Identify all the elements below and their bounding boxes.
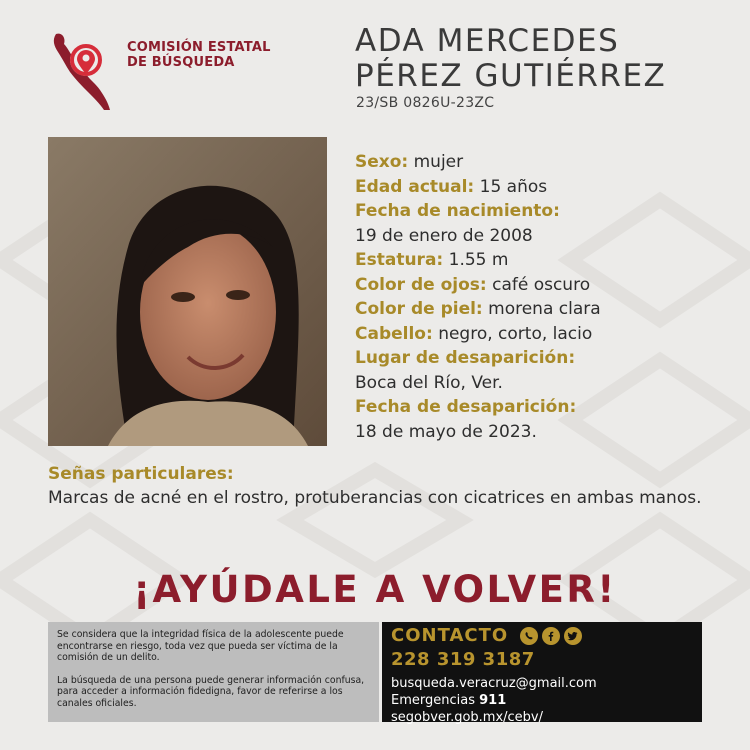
contact-phone[interactable]: 228 319 3187 <box>391 649 535 670</box>
detail-edad <box>355 175 735 200</box>
detail-label: Edad actual: <box>355 176 475 197</box>
agency-name-line2: DE BÚSQUEDA <box>127 55 235 70</box>
veracruz-location-logo <box>48 30 114 112</box>
detail-value: mujer <box>413 152 464 172</box>
case-id: 23/SB 0826U-23ZC <box>356 95 495 111</box>
detail-value: 1.55 m <box>448 250 509 270</box>
person-details <box>355 150 735 444</box>
distinguishing-marks-label: Señas particulares: <box>48 464 234 484</box>
contact-email[interactable]: busqueda.veracruz@gmail.com <box>391 676 597 691</box>
twitter-icon[interactable] <box>564 627 582 645</box>
detail-piel <box>355 297 735 322</box>
detail-label: Fecha de desaparición: <box>355 397 577 417</box>
detail-fecha-value <box>355 420 735 445</box>
detail-value: 18 de mayo de 2023. <box>355 421 537 442</box>
detail-label: Lugar de desaparición: <box>355 348 576 368</box>
detail-value: 15 años <box>479 176 548 197</box>
detail-sexo <box>355 150 735 175</box>
contact-header <box>391 624 702 647</box>
contact-title: CONTACTO <box>391 625 509 646</box>
detail-nacimiento-value <box>355 224 735 249</box>
detail-label: Fecha de nacimiento: <box>355 201 560 221</box>
detail-lugar-label <box>355 346 735 371</box>
detail-value: negro, corto, lacio <box>438 323 593 344</box>
contact-emergencias <box>391 692 702 709</box>
emergencias-number[interactable]: 911 <box>479 693 507 708</box>
emergencias-label: Emergencias <box>391 693 475 708</box>
contact-box <box>382 622 702 725</box>
facebook-icon[interactable] <box>542 627 560 645</box>
whatsapp-icon[interactable] <box>520 627 538 645</box>
distinguishing-marks-text: Marcas de acné en el rostro, protuberancias con cicatrices en ambas manos. <box>48 488 702 508</box>
detail-value: café oscuro <box>492 274 591 295</box>
name-line1: ADA MERCEDES <box>355 23 620 59</box>
detail-value: morena clara <box>488 299 601 319</box>
missing-person-name <box>355 24 666 94</box>
detail-label: Color de piel: <box>355 299 483 319</box>
name-line2: PÉREZ GUTIÉRREZ <box>355 58 667 94</box>
detail-nacimiento-label <box>355 199 735 224</box>
detail-estatura <box>355 248 735 273</box>
detail-label: Color de ojos: <box>355 274 487 295</box>
call-to-action-headline: ¡AYÚDALE A VOLVER! <box>133 568 617 611</box>
detail-cabello <box>355 322 735 347</box>
distinguishing-marks <box>48 462 728 510</box>
disclaimer-box <box>48 622 379 722</box>
detail-value: Boca del Río, Ver. <box>355 372 503 393</box>
detail-ojos <box>355 273 735 298</box>
detail-label: Estatura: <box>355 250 444 270</box>
detail-label: Cabello: <box>355 323 433 344</box>
agency-name <box>127 40 271 70</box>
detail-value: 19 de enero de 2008 <box>355 225 533 246</box>
detail-lugar-value <box>355 371 735 396</box>
disclaimer-paragraph: La búsqueda de una persona puede generar información confusa, para acceder a información fidedigna, favor de referirse a los canales oficiales. <box>57 674 365 709</box>
detail-label: Sexo: <box>355 152 409 172</box>
person-photo <box>48 137 327 446</box>
disclaimer-paragraph: Se considera que la integridad física de la adolescente puede encontrarse en riesgo, toda vez que pueda ser víctima de la comisión de un delito. <box>57 629 344 663</box>
detail-fecha-label <box>355 395 735 420</box>
agency-name-line1: COMISIÓN ESTATAL <box>127 40 271 55</box>
contact-website[interactable]: segobver.gob.mx/cebv/ <box>391 710 544 725</box>
